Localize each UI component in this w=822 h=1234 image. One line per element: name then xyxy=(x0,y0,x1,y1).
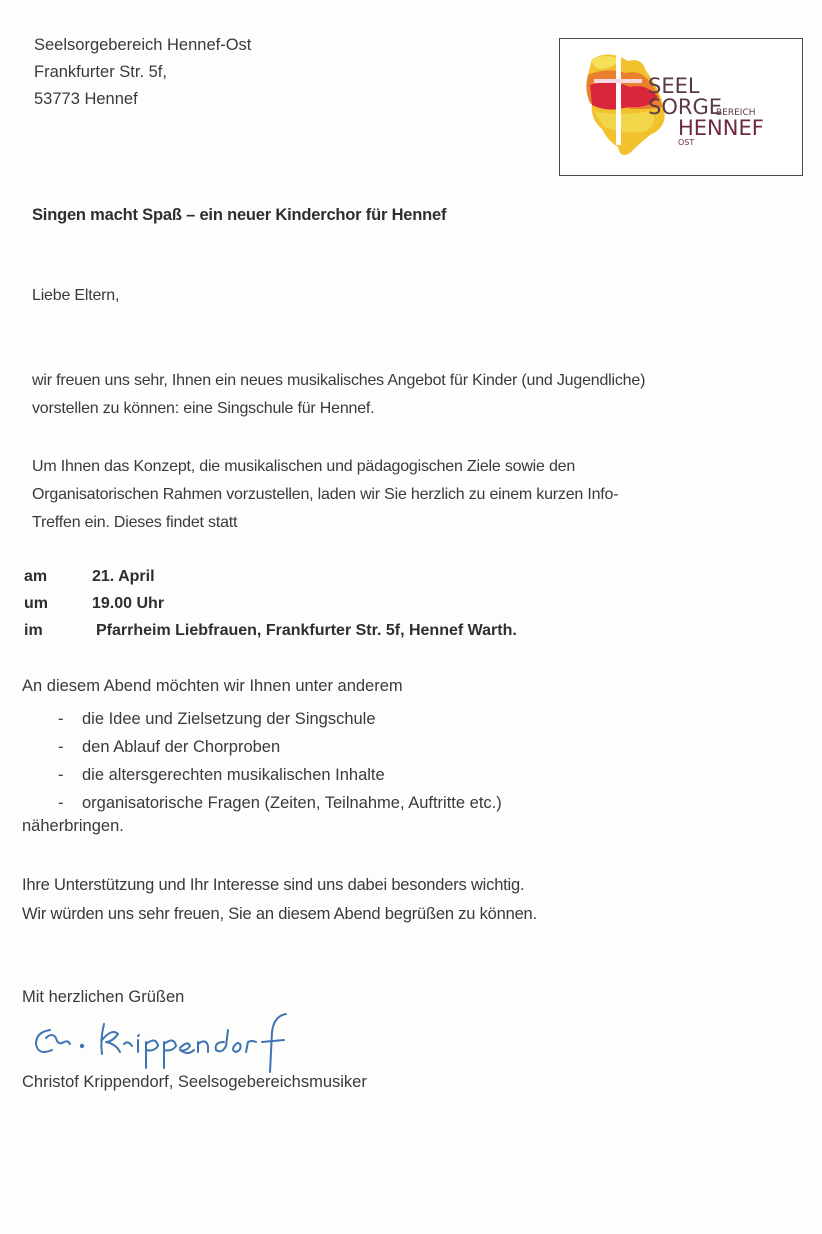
greeting: Mit herzlichen Grüßen xyxy=(22,988,185,1006)
agenda-item xyxy=(22,733,502,761)
logo-text-hennef: HENNEF xyxy=(678,116,764,140)
paragraph-intro-line: wir freuen uns sehr, Ihnen ein neues musikalisches Angebot für Kinder (und Jugendliche) xyxy=(32,372,646,389)
bullet-dash: - xyxy=(58,765,64,784)
agenda xyxy=(22,677,502,845)
event-details xyxy=(24,563,517,644)
agenda-intro: An diesem Abend möchten wir Ihnen unter anderem xyxy=(22,677,403,695)
logo-text-seel: SEEL xyxy=(648,74,700,98)
agenda-item-text: organisatorische Fragen (Zeiten, Teilnahme, Auftritte etc.) xyxy=(82,793,502,812)
event-time-row xyxy=(24,590,517,617)
paragraph-invitation xyxy=(32,458,618,542)
paragraph-intro xyxy=(32,372,645,428)
paragraph-invitation-line: Organisatorischen Rahmen vorzustellen, laden wir Sie herzlich zu einem kurzen Info- xyxy=(32,486,619,503)
salutation: Liebe Eltern, xyxy=(32,287,120,304)
sender-line-city: 53773 Hennef xyxy=(34,90,138,108)
sender-line-street: Frankfurter Str. 5f, xyxy=(34,63,167,81)
closing-paragraph xyxy=(22,876,537,934)
agenda-outro: näherbringen. xyxy=(22,817,124,835)
agenda-item-text: die altersgerechten musikalischen Inhalte xyxy=(82,765,385,784)
agenda-item-text: die Idee und Zielsetzung der Singschule xyxy=(82,709,376,728)
agenda-item xyxy=(22,705,502,733)
event-place-label: im xyxy=(24,621,43,639)
paragraph-invitation-line: Treffen ein. Dieses findet statt xyxy=(32,514,238,531)
paragraph-intro-line: vorstellen zu können: eine Singschule für Hennef. xyxy=(32,400,375,417)
event-time-value: 19.00 Uhr xyxy=(92,594,165,612)
logo-text-bereich: BEREICH xyxy=(716,108,756,118)
event-date-label: am xyxy=(24,567,48,585)
event-place-value: Pfarrheim Liebfrauen, Frankfurter Str. 5f, Hennef Warth. xyxy=(96,621,517,639)
agenda-item-text: den Ablauf der Chorproben xyxy=(82,737,281,756)
sender-address xyxy=(34,32,251,113)
event-time-label: um xyxy=(24,594,48,612)
event-date-value: 21. April xyxy=(92,567,155,585)
agenda-item xyxy=(22,761,502,789)
agenda-item xyxy=(22,789,502,817)
paragraph-invitation-line: Um Ihnen das Konzept, die musikalischen und pädagogischen Ziele sowie den xyxy=(32,458,576,475)
closing-line: Ihre Unterstützung und Ihr Interesse sind uns dabei besonders wichtig. xyxy=(22,876,525,894)
logo-text-ost: OST xyxy=(678,138,695,147)
bullet-dash: - xyxy=(58,709,64,728)
letter-subject: Singen macht Spaß – ein neuer Kinderchor für Hennef xyxy=(32,206,447,224)
bullet-dash: - xyxy=(58,737,64,756)
signatory-name-title: Christof Krippendorf, Seelsogebereichsmusiker xyxy=(22,1073,367,1091)
logo-text-sorge: SORGE xyxy=(648,95,722,119)
event-place-row xyxy=(24,617,517,644)
logo-box xyxy=(559,38,803,176)
event-date-row xyxy=(24,563,517,590)
agenda-list xyxy=(22,705,502,817)
handwritten-signature xyxy=(28,1010,308,1074)
closing-line: Wir würden uns sehr freuen, Sie an diesem Abend begrüßen zu können. xyxy=(22,905,537,923)
bullet-dash: - xyxy=(58,793,64,812)
sender-line-name: Seelsorgebereich Hennef-Ost xyxy=(34,36,252,54)
